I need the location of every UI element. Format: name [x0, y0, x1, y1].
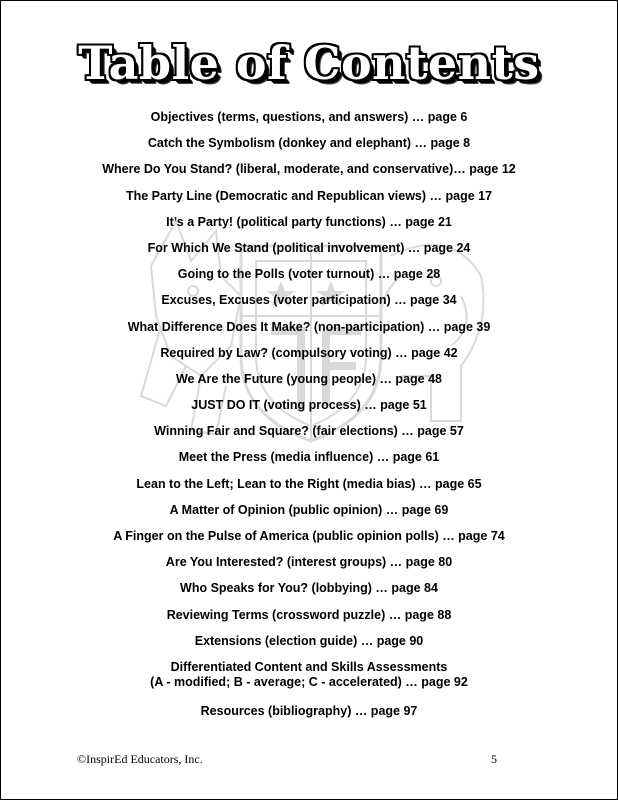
toc-entry-line: (A - modified; B - average; C - accelerated) … page 92 [150, 674, 468, 689]
toc-entry: A Finger on the Pulse of America (public opinion polls) … page 74 [113, 529, 505, 543]
toc-entry: It’s a Party! (political party functions) … page 21 [166, 214, 452, 229]
toc-entry: What Difference Does It Make? (non-participation) … page 39 [127, 319, 491, 334]
copyright-footer: ©InspirEd Educators, Inc. [77, 752, 203, 766]
toc-entry: Catch the Symbolism (donkey and elephant) … page 8 [147, 136, 471, 151]
toc-entry: Reviewing Terms (crossword puzzle) … page 88 [166, 607, 452, 622]
toc-entry: Who Speaks for You? (lobbying) … page 84 [180, 581, 438, 596]
page-number: 5 [491, 752, 497, 766]
toc-entry: Winning Fair and Square? (fair elections) … page 57 [154, 424, 464, 439]
toc-entry: Are You Interested? (interest groups) … page 80 [165, 555, 453, 570]
toc-entry-line: Differentiated Content and Skills Assessments [170, 659, 448, 674]
toc-entry: Objectives (terms, questions, and answers) … page 6 [150, 110, 468, 124]
toc-entry: For Which We Stand (political involvement) … page 24 [147, 240, 471, 255]
toc-entry: JUST DO IT (voting process) … page 51 [191, 398, 427, 413]
toc-entry: Where Do You Stand? (liberal, moderate, and conservative)… page 12 [102, 162, 516, 177]
page-title: Table of Contents [78, 36, 540, 90]
toc-entry: The Party Line (Democratic and Republican views) … page 17 [125, 188, 493, 203]
table-of-contents-list [1, 104, 617, 724]
toc-entry: Required by Law? (compulsory voting) … page 42 [160, 345, 458, 360]
toc-entry: Extensions (election guide) … page 90 [194, 633, 424, 648]
toc-entry-assessments [1, 654, 617, 698]
toc-entry: Going to the Polls (voter turnout) … page 28 [177, 267, 441, 282]
toc-entry: Meet the Press (media influence) … page 61 [178, 450, 440, 465]
toc-entry: Excuses, Excuses (voter participation) … page 34 [161, 293, 457, 308]
toc-entry: Resources (bibliography) … page 97 [200, 703, 418, 718]
toc-entry: Lean to the Left; Lean to the Right (media bias) … page 65 [136, 476, 482, 491]
toc-entry: We Are the Future (young people) … page 48 [175, 371, 442, 386]
toc-entry: A Matter of Opinion (public opinion) … page 69 [169, 502, 449, 517]
